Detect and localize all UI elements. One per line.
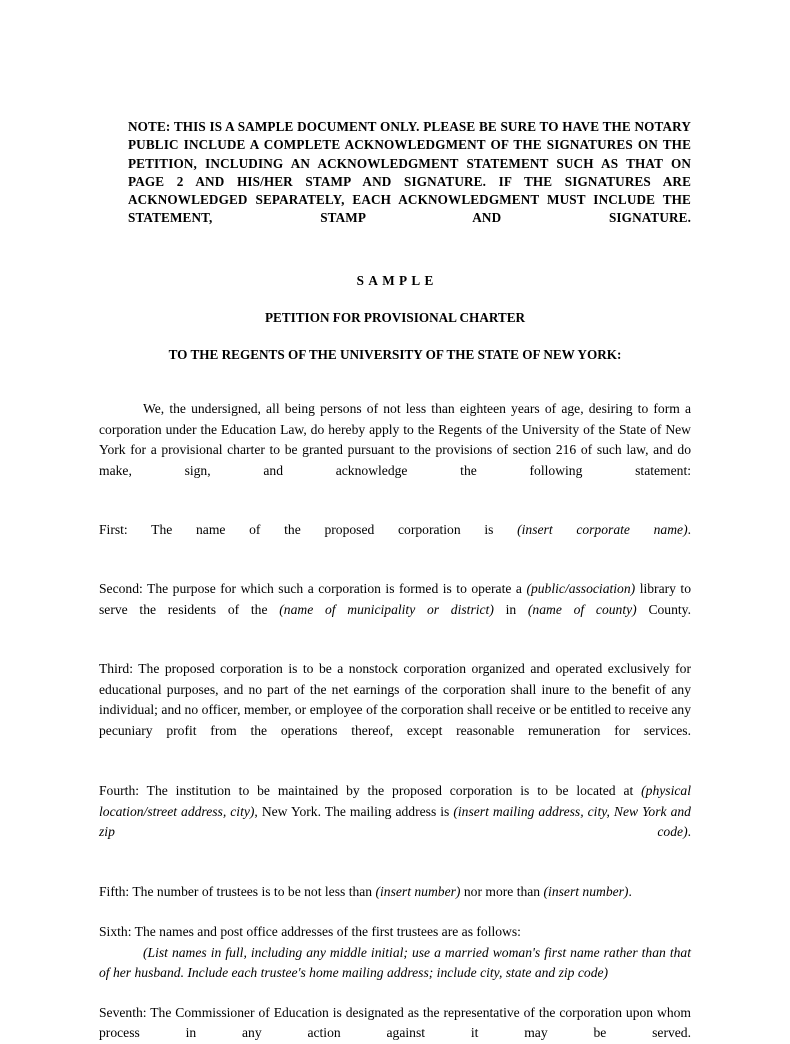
clause-second-insert-county: (name of county) — [527, 601, 637, 617]
addressee-heading: TO THE REGENTS OF THE UNIVERSITY OF THE STATE OF NEW YORK: — [168, 347, 622, 363]
clause-fourth-insert-mailing-address: (insert mailing address, city, New York and zip code) — [99, 803, 691, 840]
clause-fifth-mid-1: nor more than — [460, 884, 544, 900]
clause-fourth-mid-1: , New York. The mailing address is — [254, 803, 454, 819]
clause-first — [99, 520, 691, 561]
clause-first-insert-corporate-name: (insert corporate name) — [517, 522, 688, 538]
clause-second — [99, 579, 691, 641]
clause-fourth-tail: . — [687, 824, 691, 840]
clause-second-mid-2: in — [493, 601, 528, 617]
clause-first-tail: . — [687, 522, 692, 538]
clause-seventh: Seventh: The Commissioner of Education is designated as the representative of the corporation upon whom process in any action against it may be served. — [99, 1004, 691, 1041]
intro-paragraph: We, the undersigned, all being persons of not less than eighteen years of age, desiring to form a corporation under the Education Law, do hereby apply to the Regents of the University of the State of New York for a provisional charter to be granted pursuant to the provisions of section 216 of such law, and do make, sign, and acknowledge the following statement: — [99, 401, 691, 478]
clause-sixth-instruction-note: (List names in full, including any middle initial; use a married woman's first name rather than that of her husband. Include each trustee's home mailing address; include city, state and zip code) — [99, 944, 691, 981]
clause-fourth-insert-physical-location: (physical location/street address, city) — [99, 782, 691, 819]
clause-fifth-insert-max-trustees: (insert number) — [543, 884, 629, 900]
sample-watermark-heading: SAMPLE — [356, 273, 438, 289]
clause-fourth-lead: Fourth: The institution to be maintained by the proposed corporation is to be located at — [99, 782, 642, 798]
clause-fifth — [99, 882, 691, 903]
clause-second-insert-municipality: (name of municipality or district) — [279, 601, 494, 617]
clause-second-mid-1: library to serve the residents of the — [99, 581, 691, 617]
clause-second-tail: County. — [636, 601, 691, 617]
page-title: PETITION FOR PROVISIONAL CHARTER — [264, 310, 526, 326]
clause-first-lead: First: The name of the proposed corporation is — [99, 522, 518, 538]
clause-sixth-lead: Sixth: The names and post office addresses of the first trustees are as follows: — [99, 923, 521, 939]
document-content-column — [99, 0, 691, 1044]
sample-document-notice: NOTE: THIS IS A SAMPLE DOCUMENT ONLY. PLEASE BE SURE TO HAVE THE NOTARY PUBLIC INCLUDE A COMPLETE ACKNOWLEDGMENT OF THE SIGNATURES ON THE PETITION, INCLUDING AN ACKNOWLEDGMENT STATEMENT SUCH AS THAT ON PAGE 2 AND HIS/HER STAMP AND SIGNATURE. IF THE SIGNATURES ARE ACKNOWLEDGED SEPARATELY, EACH ACKNOWLEDGMENT MUST INCLUDE THE STATEMENT, STAMP AND SIGNATURE. — [128, 119, 691, 226]
clause-fifth-insert-min-trustees: (insert number) — [375, 884, 461, 900]
clause-second-lead: Second: The purpose for which such a corporation is formed is to operate a — [99, 581, 527, 597]
clause-third: Third: The proposed corporation is to be a nonstock corporation organized and operated exclusively for educational purposes, and no part of the net earnings of the corporation shall inure to the benefit of any individual; and no officer, member, or employee of the corporation shall receive or be entitled to receive any pecuniary profit from the operations thereof, except reasonable remuneration for services. — [99, 661, 691, 738]
clause-fifth-lead: Fifth: The number of trustees is to be not less than — [99, 884, 376, 900]
clause-second-insert-library-type: (public/association) — [526, 581, 636, 597]
clause-fourth — [99, 781, 691, 863]
clause-fifth-tail: . — [628, 884, 632, 900]
